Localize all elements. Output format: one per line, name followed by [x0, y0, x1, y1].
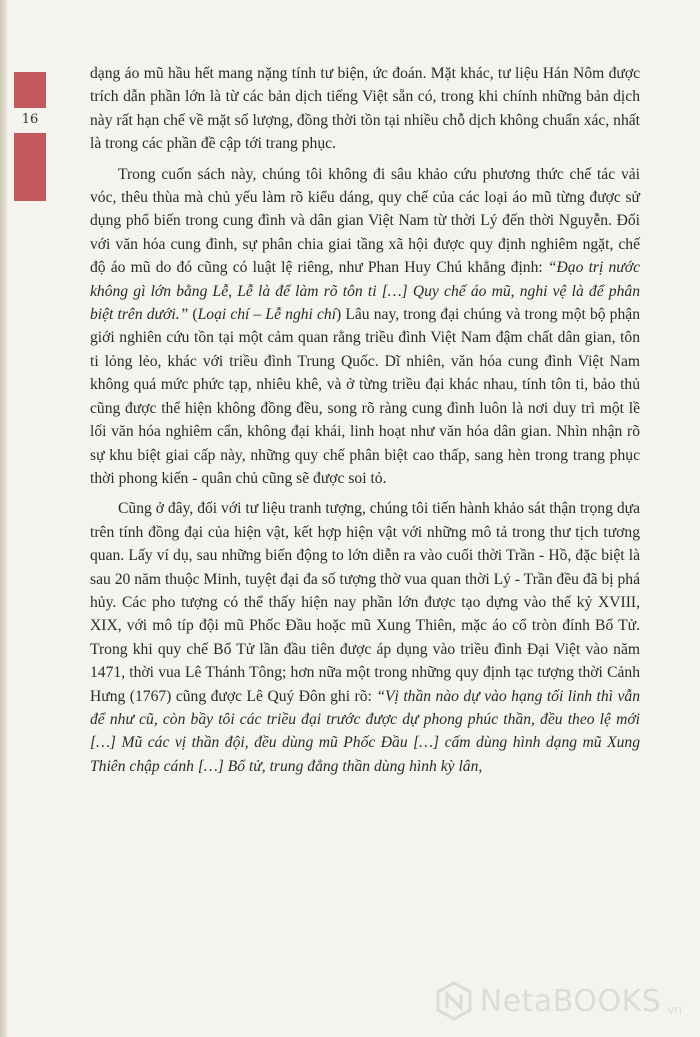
- page-number: 16: [21, 112, 39, 127]
- italic-quote: “Vị thần nào dự vào hạng tối linh thì vẫn để như cũ, còn bầy tôi các triều đại trước được dự phong phúc thần, đều theo lệ mới […] Mũ các vị thần đội, đều dùng mũ Phốc Đầu […] cấm dùng hình dạng mũ Xung Thiên chập cánh […] Bổ tử, trung đẳng thần dùng hình kỳ lân,: [90, 687, 640, 775]
- paragraph-1: [90, 62, 640, 156]
- italic-quote: Loại chí – Lễ nghi chí: [197, 306, 337, 324]
- watermark-text: NetaBOOKS: [479, 983, 662, 1019]
- paragraph-3: [90, 497, 640, 778]
- watermark-logo: [434, 981, 682, 1021]
- text-run: dạng áo mũ hầu hết mang nặng tính tư biện, ức đoán. Mặt khác, tư liệu Hán Nôm được trích dẫn phần lớn là từ các bản dịch tiếng Việt sẵn có, trong khi chính những bản dịch này rất hạn chế về mặt số lượng, đồng thời tồn tại nhiều chỗ dịch không chuẩn xác, nhất là trong các phần đề cập tới trang phục.: [90, 65, 640, 153]
- watermark-suffix: vn: [667, 1003, 682, 1017]
- page-gutter-edge: [0, 0, 7, 1037]
- text-run: Trong cuốn sách này, chúng tôi không đi sâu khảo cứu phương thức chế tác vải vóc, thêu thùa mà chủ yếu làm rõ kiểu dáng, quy chế của các loại áo mũ từng được sử dụng phổ biến trong cung đình và dân gian Việt Nam từ thời Lý đến thời Nguyễn. Đối với văn hóa cung đình, sự phân chia giai tầng xã hội được quy định nghiêm ngặt, chế độ áo mũ do đó cũng có luật lệ riêng, như Phan Huy Chú khẳng định:: [90, 165, 640, 277]
- italic-quote: “Đạo trị nước không gì lớn bằng Lễ, Lễ là để làm rõ tôn ti […] Quy chế áo mũ, nghi vệ là để phân biệt trên dưới.”: [90, 259, 641, 324]
- netabooks-logo-icon: [434, 981, 474, 1021]
- chapter-tab-top: [14, 72, 46, 108]
- body-text: [90, 62, 640, 778]
- text-run: ) Lâu nay, trong đại chúng và trong một bộ phận giới nghiên cứu tồn tại một cảm quan rằng triều đình Việt Nam đậm chất dân gian, tôn ti lỏng lẻo, khác với triều đình Trung Quốc. Dĩ nhiên, văn hóa cung đình Việt Nam không quá mức phức tạp, nhiêu khê, và ở từng triều đại khác nhau, tính tôn ti, bảo thủ cũng được thể hiện không đồng đều, song rõ ràng cung đình luôn là nơi duy trì một lề lối văn hóa nghiêm cẩn, không đại khái, linh hoạt như văn hóa dân gian. Nhìn nhận rõ sự khu biệt giai cấp này, những quy chế phân biệt cao thấp, sang hèn trong trang phục thời phong kiến - quân chủ cũng sẽ được soi tỏ.: [90, 306, 640, 487]
- paragraph-2: [90, 163, 640, 491]
- chapter-tab-bottom: [14, 133, 46, 201]
- text-run: (: [188, 306, 198, 324]
- text-run: Cũng ở đây, đối với tư liệu tranh tượng, chúng tôi tiến hành khảo sát thận trọng dựa trên tính đồng đại của hiện vật, kết hợp hiện vật với những mô tả trong thư tịch tương quan. Lấy ví dụ, sau những biến động to lớn diễn ra vào cuối thời Trần - Hồ, đặc biệt là sau 20 năm thuộc Minh, tuyệt đại đa số tượng thờ vua quan thời Lý - Trần đều đã bị phá hủy. Các pho tượng có thể thấy hiện nay phần lớn được tạo dựng vào thế kỷ XVIII, XIX, với mô típ đội mũ Phốc Đầu hoặc mũ Xung Thiên, mặc áo cổ tròn đính Bổ Tử. Trong khi quy chế Bổ Tử lần đầu tiên được áp dụng vào triều đình Đại Việt vào năm 1471, thời vua Lê Thánh Tông; hơn nữa một trong những quy định tạc tượng thời Cảnh Hưng (1767) cũng được Lê Quý Đôn ghi rõ:: [90, 500, 640, 705]
